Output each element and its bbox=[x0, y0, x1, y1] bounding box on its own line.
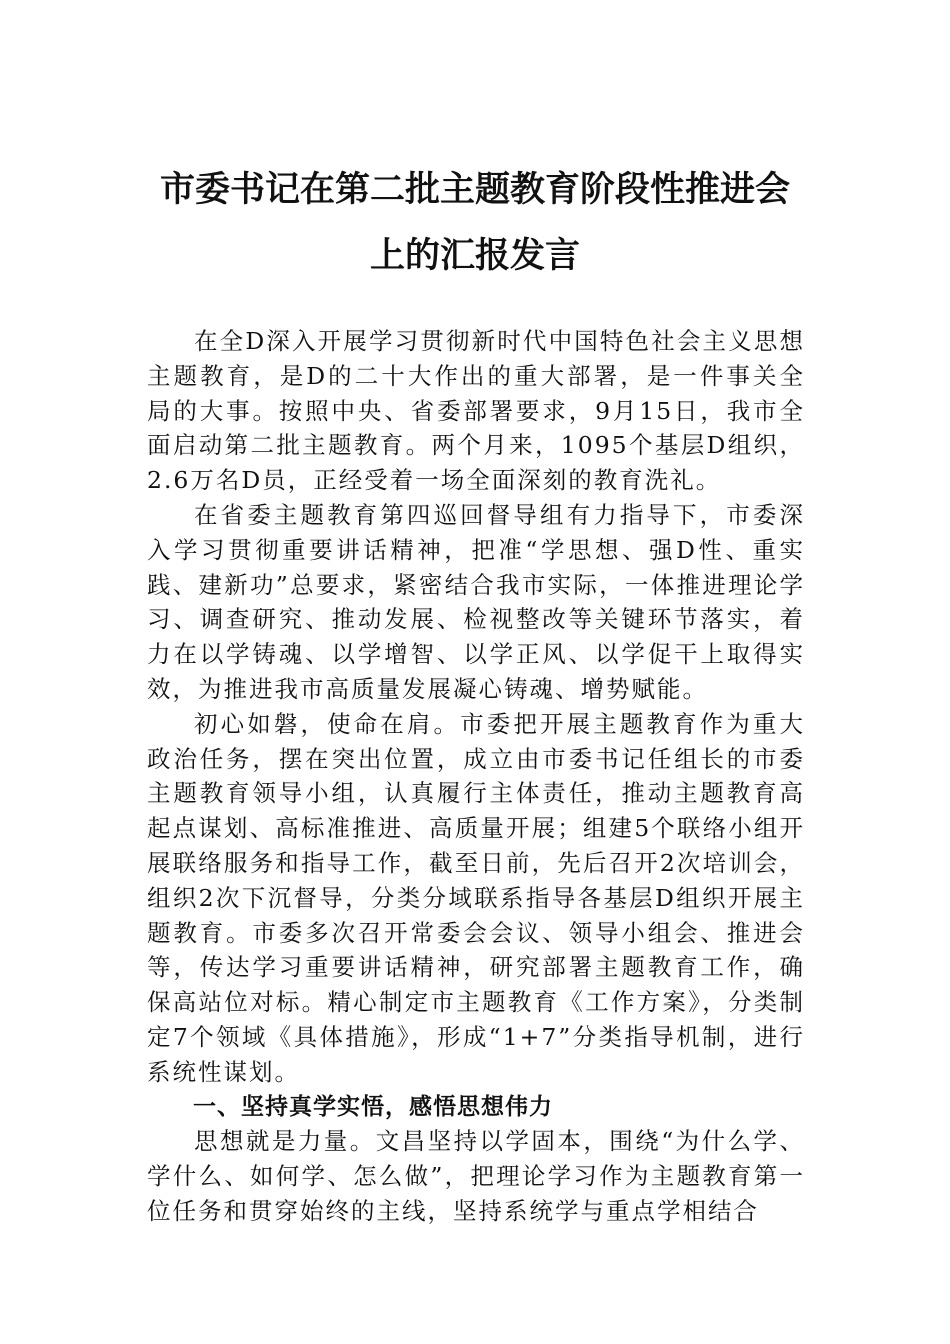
body-paragraph-3: 初心如磐，使命在肩。市委把开展主题教育作为重大政治任务，摆在突出位置，成立由市委书记任组长的市委主题教育领导小组，认真履行主体责任，推动主题教育高起点谋划、高标准推进、高质量开展；组建5个联络小组开展联络服务和指导工作，截至日前，先后召开2次培训会，组织2次下沉督导，分类分域联系指导各基层D组织开展主题教育。市委多次召开常委会会议、领导小组会、推进会等，传达学习重要讲话精神，研究部署主题教育工作，确保高站位对标。精心制定市主题教育《工作方案》，分类制定7个领域《具体措施》，形成“1+7”分类指导机制，进行系统性谋划。 bbox=[147, 709, 805, 1086]
body-paragraph-2: 在省委主题教育第四巡回督导组有力指导下，市委深入学习贯彻重要讲话精神，把准“学思想、强D性、重实践、建新功”总要求，紧密结合我市实际，一体推进理论学习、调查研究、推动发展、检视整改等关键环节落实，着力在以学铸魂、以学增智、以学正风、以学促干上取得实效，为推进我市高质量发展凝心铸魂、增势赋能。 bbox=[147, 500, 805, 703]
document-title-line-1: 市委书记在第二批主题教育阶段性推进会 bbox=[159, 169, 790, 210]
document-body bbox=[147, 324, 805, 1229]
section-heading-1: 一、坚持真学实悟，感悟思想伟力 bbox=[193, 1093, 553, 1120]
document-title-line-2: 上的汇报发言 bbox=[369, 235, 580, 276]
section-1-paragraph: 思想就是力量。文昌坚持以学固本，围绕“为什么学、学什么、如何学、怎么做”，把理论学习作为主题教育第一位任务和贯穿始终的主线，坚持系统学与重点学相结合 bbox=[147, 1127, 805, 1225]
body-paragraph-1: 在全D深入开展学习贯彻新时代中国特色社会主义思想主题教育，是D的二十大作出的重大部署，是一件事关全局的大事。按照中央、省委部署要求，9月15日，我市全面启动第二批主题教育。两个月来，1095个基层D组织，2.6万名D员，正经受着一场全面深刻的教育洗礼。 bbox=[147, 327, 805, 495]
